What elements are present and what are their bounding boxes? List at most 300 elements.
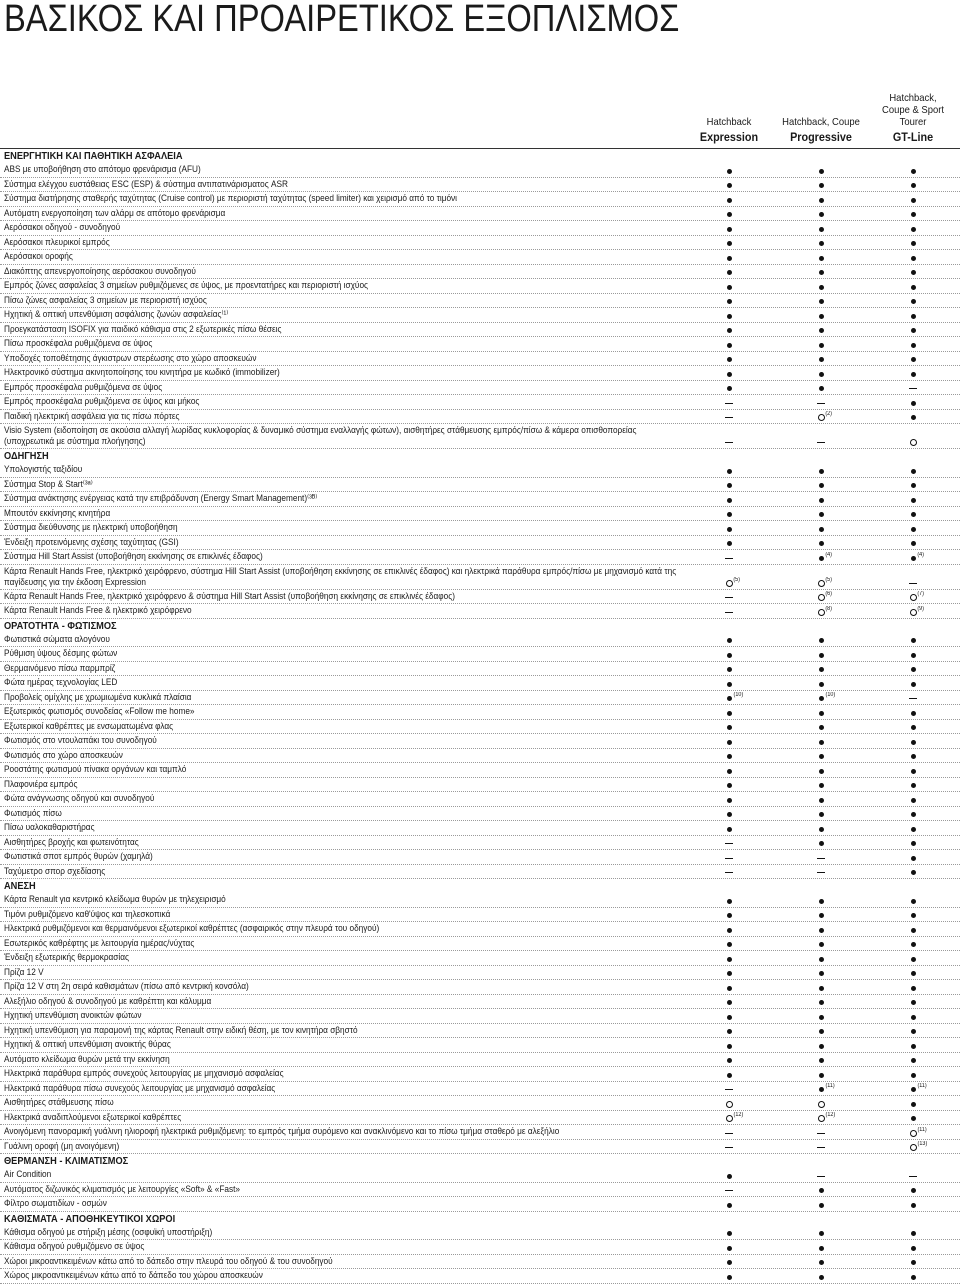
table-row <box>0 749 960 764</box>
standard-dot-icon <box>911 527 916 532</box>
feature-label: Σύστημα ελέγχου ευστάθειας ESC (ESP) & σύστημα αντιπατινάρισματος ASR <box>4 179 288 190</box>
optional-circle-icon <box>910 1144 917 1151</box>
availability-cell <box>893 178 933 192</box>
standard-dot-icon <box>727 971 732 976</box>
availability-cell <box>801 1067 841 1081</box>
optional-circle-icon <box>818 580 825 587</box>
standard-dot-icon <box>727 696 732 701</box>
availability-cell <box>709 647 749 661</box>
availability-cell <box>709 323 749 337</box>
availability-cell <box>801 221 841 235</box>
section-header <box>0 619 960 633</box>
standard-dot-icon <box>819 711 824 716</box>
standard-dot-icon <box>819 386 824 391</box>
standard-dot-icon <box>911 299 916 304</box>
availability-cell <box>709 221 749 235</box>
standard-dot-icon <box>911 314 916 319</box>
availability-cell <box>801 550 841 564</box>
table-row <box>0 1082 960 1097</box>
availability-cell <box>709 536 749 550</box>
standard-dot-icon <box>727 512 732 517</box>
column-trim-label: Progressive <box>754 130 889 144</box>
standard-dot-icon <box>911 798 916 803</box>
availability-cell <box>709 424 749 448</box>
optional-circle-icon <box>726 1115 733 1122</box>
availability-cell <box>893 995 933 1009</box>
standard-dot-icon <box>911 1246 916 1251</box>
standard-dot-icon <box>911 783 916 788</box>
standard-dot-icon <box>727 928 732 933</box>
standard-dot-icon <box>819 696 824 701</box>
standard-dot-icon <box>911 1015 916 1020</box>
availability-cell <box>893 966 933 980</box>
availability-cell <box>709 550 749 564</box>
availability-cell <box>801 937 841 951</box>
feature-label: Ηλεκτρικά παράθυρα πίσω συνεχούς λειτουργίας με μηχανισμό ασφαλείας <box>4 1083 275 1094</box>
table-row <box>0 836 960 851</box>
footnote-ref: (13) <box>918 1141 928 1147</box>
optional-circle-icon <box>818 414 825 421</box>
standard-dot-icon <box>819 1260 824 1265</box>
availability-cell <box>801 734 841 748</box>
availability-cell <box>801 705 841 719</box>
table-row <box>0 236 960 251</box>
availability-cell <box>801 1140 841 1154</box>
standard-dot-icon <box>727 386 732 391</box>
standard-dot-icon <box>819 1231 824 1236</box>
availability-cell <box>893 410 933 424</box>
page-title: ΒΑΣΙΚΟΣ ΚΑΙ ΠΡΟΑΙΡΕΤΙΚΟΣ ΕΞΟΠΛΙΣΜΟΣ <box>4 0 679 41</box>
availability-cell <box>709 1269 749 1283</box>
section-title: ΑΝΕΣΗ <box>4 880 36 892</box>
standard-dot-icon <box>727 1260 732 1265</box>
feature-label: Αισθητήρες στάθμευσης πίσω <box>4 1097 114 1108</box>
standard-dot-icon <box>819 1015 824 1020</box>
availability-cell <box>801 807 841 821</box>
column-body-label: Hatchback, Coupe & Sport Tourer <box>879 92 947 128</box>
column-trim-label: Expression <box>662 130 797 144</box>
feature-label: Προβολείς ομίχλης με χρωμιωμένα κυκλικά πλαίσια <box>4 692 191 703</box>
table-row <box>0 536 960 551</box>
availability-cell <box>801 821 841 835</box>
standard-dot-icon <box>819 285 824 290</box>
standard-dot-icon <box>727 1058 732 1063</box>
availability-cell <box>801 478 841 492</box>
table-row <box>0 676 960 691</box>
availability-cell <box>893 478 933 492</box>
feature-label: Αυτόματο κλείδωμα θυρών μετά την εκκίνηση <box>4 1054 170 1065</box>
feature-label: Θερμαινόμενο πίσω παρμπρίζ <box>4 663 115 674</box>
standard-dot-icon <box>727 740 732 745</box>
optional-circle-icon <box>818 594 825 601</box>
standard-dot-icon <box>727 725 732 730</box>
column-trim-label: GT-Line <box>846 130 960 144</box>
availability-cell <box>709 178 749 192</box>
standard-dot-icon <box>819 270 824 275</box>
availability-cell <box>893 705 933 719</box>
standard-dot-icon <box>819 1029 824 1034</box>
standard-dot-icon <box>727 483 732 488</box>
standard-dot-icon <box>727 957 732 962</box>
table-row <box>0 250 960 265</box>
availability-cell <box>709 1183 749 1197</box>
table-row <box>0 792 960 807</box>
standard-dot-icon <box>911 1188 916 1193</box>
not-available-dash-icon <box>817 858 825 859</box>
standard-dot-icon <box>911 183 916 188</box>
availability-cell <box>801 908 841 922</box>
table-row <box>0 734 960 749</box>
table-row <box>0 908 960 923</box>
table-row <box>0 1140 960 1155</box>
availability-cell <box>801 192 841 206</box>
availability-cell <box>893 381 933 395</box>
feature-label: Αλεξήλιο οδηγού & συνοδηγού με καθρέπτη και κάλυμμα <box>4 996 211 1007</box>
availability-cell <box>709 763 749 777</box>
availability-cell <box>801 1053 841 1067</box>
availability-cell <box>801 323 841 337</box>
availability-cell <box>709 807 749 821</box>
availability-cell <box>709 691 749 705</box>
availability-cell <box>893 1226 933 1240</box>
availability-cell <box>709 893 749 907</box>
feature-label: Αισθητήρες βροχής και φωτεινότητας <box>4 837 139 848</box>
standard-dot-icon <box>911 1058 916 1063</box>
footnote-ref: (7) <box>917 591 924 597</box>
feature-label: Ταχύμετρο σπορ σχεδίασης <box>4 866 105 877</box>
availability-cell <box>801 1125 841 1139</box>
feature-label: Σύστημα ανάκτησης ενέργειας κατά την επιβράδυνση (Energy Smart Management)⁽³ᴮ⁾ <box>4 493 317 504</box>
availability-cell <box>709 1038 749 1052</box>
feature-label: Πλαφονιέρα εμπρός <box>4 779 77 790</box>
availability-cell <box>709 590 749 604</box>
standard-dot-icon <box>911 986 916 991</box>
standard-dot-icon <box>911 328 916 333</box>
availability-cell <box>893 951 933 965</box>
standard-dot-icon <box>911 401 916 406</box>
not-available-dash-icon <box>817 872 825 873</box>
not-available-dash-icon <box>725 403 733 404</box>
availability-cell <box>709 922 749 936</box>
footnote-ref: (11) <box>826 1083 835 1089</box>
standard-dot-icon <box>727 769 732 774</box>
availability-cell <box>893 163 933 177</box>
feature-label: Διακόπτης απενεργοποίησης αερόσακου συνοδηγού <box>4 266 196 277</box>
table-row <box>0 352 960 367</box>
not-available-dash-icon <box>725 872 733 873</box>
availability-cell <box>709 749 749 763</box>
standard-dot-icon <box>911 1087 916 1092</box>
standard-dot-icon <box>911 270 916 275</box>
table-row <box>0 778 960 793</box>
availability-cell <box>893 662 933 676</box>
availability-cell <box>893 778 933 792</box>
standard-dot-icon <box>911 357 916 362</box>
standard-dot-icon <box>911 169 916 174</box>
table-row <box>0 1067 960 1082</box>
availability-cell <box>801 951 841 965</box>
availability-cell <box>801 1240 841 1254</box>
table-row <box>0 807 960 822</box>
standard-dot-icon <box>727 169 732 174</box>
table-row <box>0 1183 960 1198</box>
feature-label: Σύστημα Hill Start Assist (υποβοήθηση εκκίνησης σε επικλινές έδαφος) <box>4 551 263 562</box>
availability-cell <box>801 1269 841 1283</box>
availability-cell <box>709 1197 749 1211</box>
availability-cell <box>709 265 749 279</box>
availability-cell <box>893 366 933 380</box>
feature-label: Ηχητική υπενθύμιση ανοικτών φώτων <box>4 1010 141 1021</box>
availability-cell <box>801 966 841 980</box>
standard-dot-icon <box>819 469 824 474</box>
availability-cell <box>893 1140 933 1154</box>
standard-dot-icon <box>819 783 824 788</box>
table-row <box>0 463 960 478</box>
table-row <box>0 521 960 536</box>
footnote-ref: (2) <box>825 411 832 417</box>
section-header <box>0 1212 960 1226</box>
feature-label: Φωτιστικά σώματα αλογόνου <box>4 634 110 645</box>
not-available-dash-icon <box>725 858 733 859</box>
table-row <box>0 705 960 720</box>
availability-cell <box>709 1096 749 1110</box>
availability-cell <box>709 1255 749 1269</box>
standard-dot-icon <box>819 1058 824 1063</box>
table-row <box>0 1111 960 1126</box>
standard-dot-icon <box>911 285 916 290</box>
availability-cell <box>709 1053 749 1067</box>
not-available-dash-icon <box>817 1147 825 1148</box>
availability-cell <box>893 521 933 535</box>
standard-dot-icon <box>911 1102 916 1107</box>
standard-dot-icon <box>819 667 824 672</box>
feature-label: Πρίζα 12 V <box>4 967 44 978</box>
feature-label: Μπουτόν εκκίνησης κινητήρα <box>4 508 110 519</box>
table-row <box>0 821 960 836</box>
availability-cell <box>709 250 749 264</box>
standard-dot-icon <box>911 212 916 217</box>
standard-dot-icon <box>819 899 824 904</box>
table-row <box>0 995 960 1010</box>
availability-cell <box>801 792 841 806</box>
availability-cell <box>893 763 933 777</box>
standard-dot-icon <box>911 725 916 730</box>
optional-circle-icon <box>818 609 825 616</box>
feature-label: Φωτιστικά σποτ εμπρός θυρών (χαμηλά) <box>4 851 153 862</box>
feature-label: Ροοστάτης φωτισμού πίνακα οργάνων και ταμπλό <box>4 764 186 775</box>
availability-cell <box>801 207 841 221</box>
availability-cell <box>801 565 841 589</box>
feature-label: Ηχητική υπενθύμιση για παραμονή της κάρτας Renault στην ειδική θέση, με τον κινητήρα σβηστό <box>4 1025 358 1036</box>
standard-dot-icon <box>911 942 916 947</box>
availability-cell <box>893 1082 933 1096</box>
availability-cell <box>801 279 841 293</box>
standard-dot-icon <box>727 469 732 474</box>
availability-cell <box>801 1024 841 1038</box>
footnote-ref: (10) <box>734 692 744 698</box>
standard-dot-icon <box>819 653 824 658</box>
availability-cell <box>801 250 841 264</box>
standard-dot-icon <box>819 212 824 217</box>
availability-cell <box>801 778 841 792</box>
standard-dot-icon <box>911 256 916 261</box>
standard-dot-icon <box>911 870 916 875</box>
standard-dot-icon <box>911 1029 916 1034</box>
table-row <box>0 1053 960 1068</box>
availability-cell <box>801 1226 841 1240</box>
standard-dot-icon <box>911 711 916 716</box>
section-header <box>0 1154 960 1168</box>
standard-dot-icon <box>727 638 732 643</box>
availability-cell <box>893 1024 933 1038</box>
availability-cell <box>801 720 841 734</box>
availability-cell <box>893 734 933 748</box>
availability-cell <box>709 478 749 492</box>
feature-label: Φωτισμός στο ντουλαπάκι του συνοδηγού <box>4 735 157 746</box>
availability-cell <box>709 507 749 521</box>
standard-dot-icon <box>911 198 916 203</box>
feature-label: Εξωτερικός φωτισμός συνοδείας «Follow me home» <box>4 706 195 717</box>
standard-dot-icon <box>911 899 916 904</box>
footnote-ref: (8) <box>825 606 832 612</box>
table-row <box>0 1038 960 1053</box>
section-header <box>0 149 960 163</box>
standard-dot-icon <box>727 1174 732 1179</box>
not-available-dash-icon <box>817 442 825 443</box>
feature-label: Χώροι μικροαντικειμένων κάτω από το δάπεδο στην πλευρά του οδηγού & του συνοδηγού <box>4 1256 333 1267</box>
availability-cell <box>709 836 749 850</box>
availability-cell <box>893 565 933 589</box>
feature-label: Εξωτερικοί καθρέπτες με ενσωματωμένα φλας <box>4 721 173 732</box>
table-row <box>0 381 960 396</box>
standard-dot-icon <box>911 957 916 962</box>
feature-label: Εμπρός προσκέφαλα ρυθμιζόμενα σε ύψος και μήκος <box>4 396 199 407</box>
availability-cell <box>893 265 933 279</box>
table-row <box>0 265 960 280</box>
feature-label: Πρίζα 12 V στη 2η σειρά καθισμάτων (πίσω από κεντρική κονσόλα) <box>4 981 249 992</box>
table-row <box>0 1168 960 1183</box>
standard-dot-icon <box>727 357 732 362</box>
table-row <box>0 1226 960 1241</box>
table-row <box>0 323 960 338</box>
standard-dot-icon <box>911 653 916 658</box>
standard-dot-icon <box>819 1087 824 1092</box>
feature-label: Κάρτα Renault Hands Free, ηλεκτρικό χειρόφρενο, σύστημα Hill Start Assist (υποβοήθηση εκκίνησης σε επικλινές έδαφος) και ηλεκτρικά παράθυρα εμπρός/πίσω με μηχανισμό κατά της παγίδευσης για την έκδοση Expression <box>4 566 683 588</box>
standard-dot-icon <box>819 227 824 232</box>
availability-cell <box>801 590 841 604</box>
availability-cell <box>893 236 933 250</box>
availability-cell <box>893 492 933 506</box>
feature-label: Ηλεκτρικά παράθυρα εμπρός συνεχούς λειτουργίας με μηχανισμό ασφαλείας <box>4 1068 284 1079</box>
standard-dot-icon <box>819 299 824 304</box>
availability-cell <box>709 1168 749 1182</box>
standard-dot-icon <box>727 1275 732 1280</box>
table-row <box>0 980 960 995</box>
availability-cell <box>893 1197 933 1211</box>
standard-dot-icon <box>911 227 916 232</box>
feature-label: Κάρτα Renault Hands Free & ηλεκτρικό χειρόφρενο <box>4 605 192 616</box>
standard-dot-icon <box>911 343 916 348</box>
availability-cell <box>801 836 841 850</box>
standard-dot-icon <box>819 971 824 976</box>
standard-dot-icon <box>727 682 732 687</box>
table-row <box>0 366 960 381</box>
table-row <box>0 1240 960 1255</box>
availability-cell <box>893 908 933 922</box>
standard-dot-icon <box>727 942 732 947</box>
feature-label: Visio System (ειδοποίηση σε ακούσια αλλαγή λωρίδας κυκλοφορίας & δυναμικό σύστημα εναλλαγής φώτων), αισθητήρες στάθμευσης εμπρός/πίσω & κάμερα οπισθοπορείας (υποχρεωτικά με σύστημα πλοήγησης) <box>4 425 683 447</box>
footnote-ref: (5) <box>733 577 740 583</box>
feature-label: Ένδειξη προτεινόμενης σχέσης ταχύτητας (GSI) <box>4 537 179 548</box>
availability-cell <box>709 1226 749 1240</box>
availability-cell <box>709 279 749 293</box>
standard-dot-icon <box>911 638 916 643</box>
standard-dot-icon <box>727 256 732 261</box>
availability-cell <box>801 1038 841 1052</box>
availability-cell <box>801 1111 841 1125</box>
standard-dot-icon <box>727 285 732 290</box>
not-available-dash-icon <box>817 403 825 404</box>
availability-cell <box>893 676 933 690</box>
footnote-ref: (4) <box>825 552 832 558</box>
standard-dot-icon <box>911 667 916 672</box>
availability-cell <box>893 279 933 293</box>
footnote-ref: (10) <box>826 692 836 698</box>
feature-label: Πίσω υαλοκαθαριστήρας <box>4 822 95 833</box>
table-row <box>0 1255 960 1270</box>
availability-cell <box>709 778 749 792</box>
feature-label: Κάρτα Renault για κεντρικό κλείδωμα θυρών με τηλεχειρισμό <box>4 894 226 905</box>
availability-cell <box>801 265 841 279</box>
availability-cell <box>893 836 933 850</box>
availability-cell <box>709 604 749 618</box>
availability-cell <box>801 1197 841 1211</box>
availability-cell <box>709 792 749 806</box>
availability-cell <box>709 395 749 409</box>
standard-dot-icon <box>819 314 824 319</box>
table-row <box>0 590 960 605</box>
availability-cell <box>893 1038 933 1052</box>
availability-cell <box>709 207 749 221</box>
availability-cell <box>893 865 933 879</box>
footnote-ref: (6) <box>825 591 832 597</box>
footnote-ref: (9) <box>917 606 924 612</box>
feature-label: Αυτόματη ενεργοποίηση των αλάρμ σε απότομο φρενάρισμα <box>4 208 225 219</box>
standard-dot-icon <box>911 541 916 546</box>
equipment-table <box>0 148 960 1284</box>
standard-dot-icon <box>819 483 824 488</box>
standard-dot-icon <box>819 1044 824 1049</box>
table-row <box>0 1125 960 1140</box>
availability-cell <box>801 463 841 477</box>
table-row <box>0 395 960 410</box>
standard-dot-icon <box>727 986 732 991</box>
not-available-dash-icon <box>725 1147 733 1148</box>
availability-cell <box>893 1096 933 1110</box>
feature-label: Σύστημα Stop & Start⁽³ᵃ⁾ <box>4 479 93 490</box>
availability-cell <box>709 980 749 994</box>
availability-cell <box>709 633 749 647</box>
table-row <box>0 163 960 178</box>
availability-cell <box>893 749 933 763</box>
standard-dot-icon <box>819 812 824 817</box>
availability-cell <box>893 807 933 821</box>
availability-cell <box>709 366 749 380</box>
not-available-dash-icon <box>725 612 733 613</box>
table-row <box>0 951 960 966</box>
standard-dot-icon <box>819 183 824 188</box>
availability-cell <box>709 821 749 835</box>
